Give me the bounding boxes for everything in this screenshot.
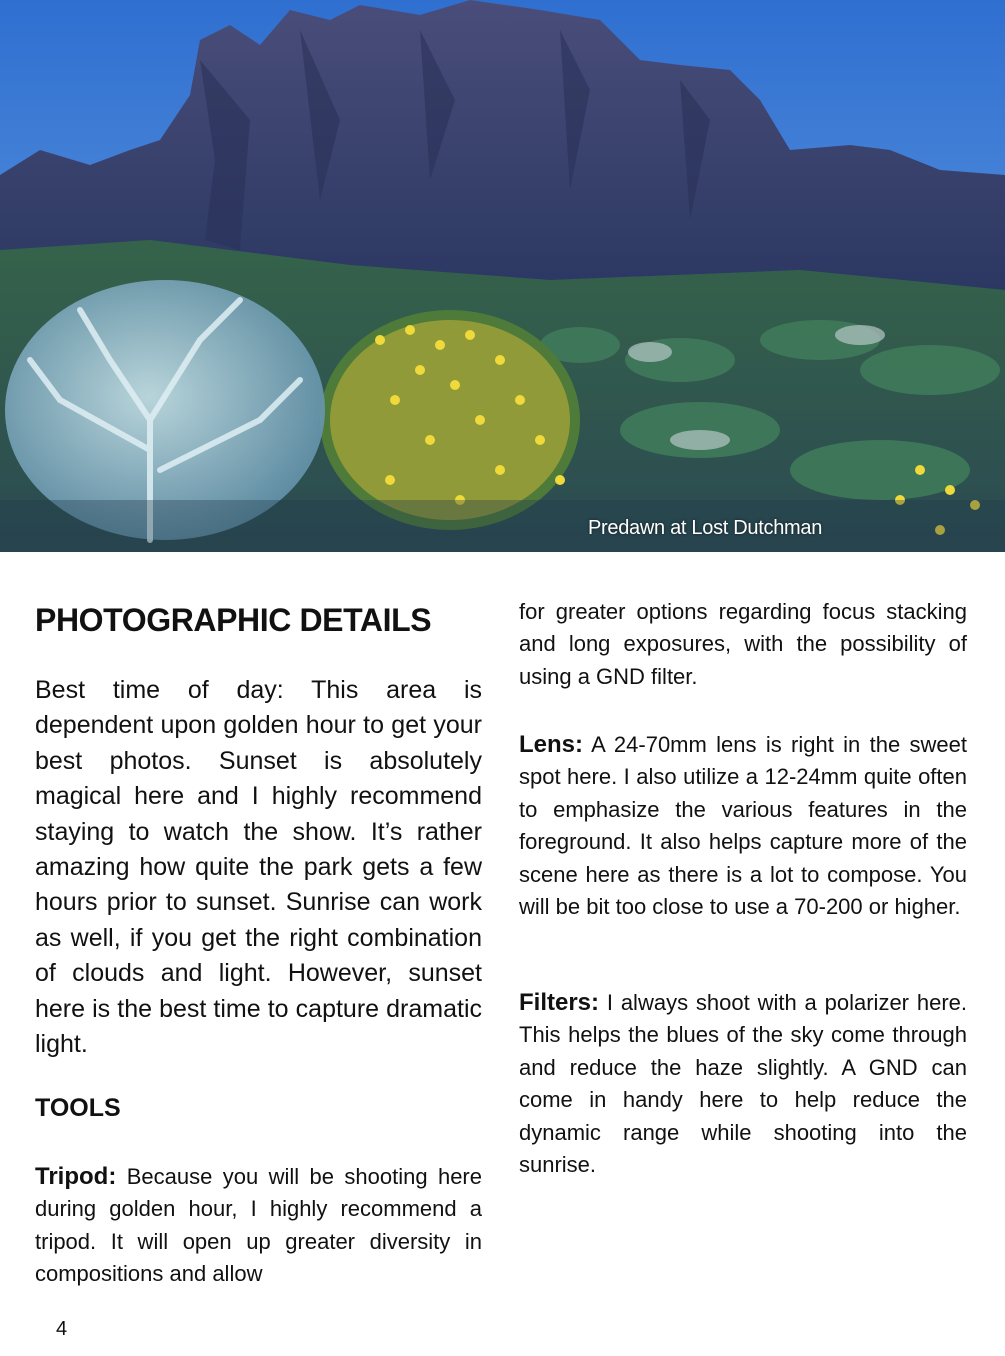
tripod-label: Tripod:	[35, 1163, 117, 1190]
tools-heading: TOOLS	[35, 1094, 121, 1122]
lens-paragraph	[519, 729, 967, 923]
filters-paragraph	[519, 987, 967, 1181]
page-number: 4	[56, 1318, 68, 1340]
best-time-paragraph: Best time of day: This area is dependent upon golden hour to get your best photos. Sunset is absolutely magical here and I highly recommend staying to watch the show. It’s rather amazing how quite the park gets a few hours prior to sunset. Sunrise can work as well, if you get the right combination of clouds and light. However, sunset here is the best time to capture dramatic light.	[35, 676, 482, 1059]
tripod-text: Because you will be shooting here during golden hour, I highly recommend a tripod. It will open up greater diversity in compositions and allow	[35, 1164, 482, 1287]
filters-text: I always shoot with a polarizer here. This helps the blues of the sky come through and reduce the haze slightly. A GND can come in handy here to help reduce the dynamic range while shooting into the sunrise.	[519, 990, 967, 1178]
lens-label: Lens:	[519, 731, 584, 758]
section-heading: PHOTOGRAPHIC DETAILS	[35, 602, 432, 638]
tripod-paragraph	[35, 1161, 482, 1291]
photo-caption: Predawn at Lost Dutchman	[588, 517, 823, 539]
lens-text: A 24-70mm lens is right in the sweet spot here. I also utilize a 12-24mm quite often to emphasize the various features in the foreground. It also helps capture more of the scene here as there is a lot to compose. You will be bit too close to use a 70-200 or higher.	[519, 732, 967, 920]
filters-label: Filters:	[519, 989, 600, 1016]
landscape-illustration	[0, 0, 1005, 552]
tripod-paragraph-continued: for greater options regarding focus stacking and long exposures, with the possibility of using a GND filter.	[519, 599, 967, 689]
hero-photo	[0, 0, 1005, 552]
